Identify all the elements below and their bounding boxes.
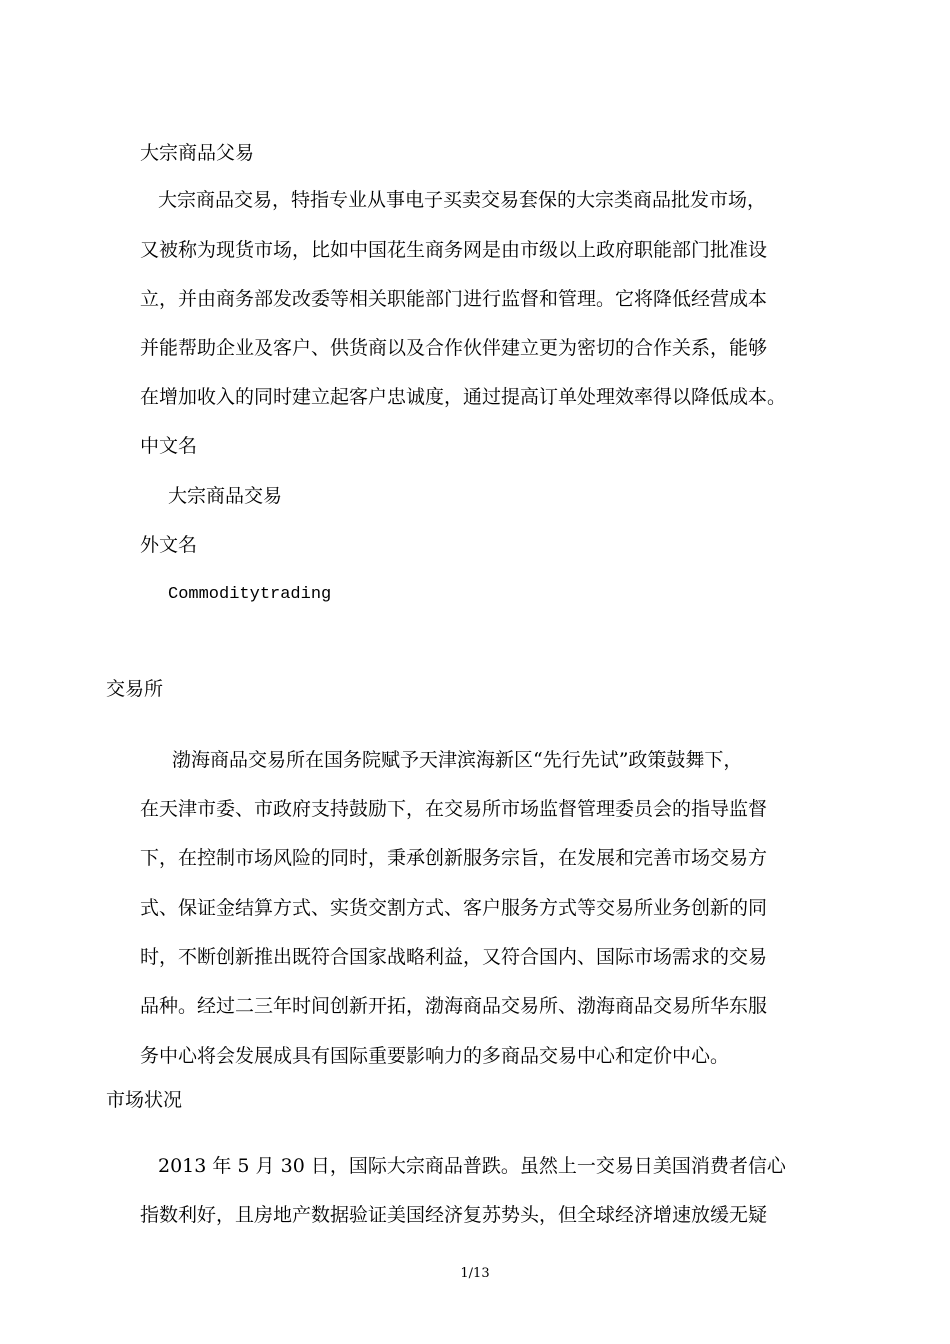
foreign-name-label: 外文名: [140, 534, 198, 556]
paragraph-line: 下，在控制市场风险的同时，秉承创新服务宗旨，在发展和完善市场交易方: [140, 847, 768, 869]
paragraph-line: 立，并由商务部发改委等相关职能部门进行监督和管理。它将降低经营成本: [140, 288, 768, 310]
page-number: 1/13: [460, 1266, 490, 1281]
paragraph-line: 在增加收入的同时建立起客户忠诚度，通过提高订单处理效率得以降低成本。: [140, 386, 787, 408]
paragraph-line: 在天津市委、市政府支持鼓励下，在交易所市场监督管理委员会的指导监督: [140, 798, 768, 820]
section-heading-exchange: 交易所: [106, 678, 164, 700]
paragraph-line: 式、保证金结算方式、实货交割方式、客户服务方式等交易所业务创新的同: [140, 897, 768, 919]
paragraph-line: 并能帮助企业及客户、供货商以及合作伙伴建立更为密切的合作关系，能够: [140, 337, 768, 359]
paragraph-line: 又被称为现货市场，比如中国花生商务网是由市级以上政府职能部门批准设: [140, 239, 768, 261]
document-title: 大宗商品父易: [140, 142, 255, 164]
paragraph-line: 2013 年 5 月 30 日，国际大宗商品普跌。虽然上一交易日美国消费者信心: [158, 1155, 786, 1177]
chinese-name-label: 中文名: [140, 435, 198, 457]
section-heading-market: 市场状况: [106, 1089, 183, 1111]
paragraph-line: 渤海商品交易所在国务院赋予天津滨海新区“先行先试”政策鼓舞下，: [172, 749, 743, 771]
chinese-name-value: 大宗商品交易: [168, 485, 283, 507]
paragraph-line: 指数利好，且房地产数据验证美国经济复苏势头，但全球经济增速放缓无疑: [140, 1204, 768, 1226]
paragraph-line: 务中心将会发展成具有国际重要影响力的多商品交易中心和定价中心。: [140, 1045, 730, 1067]
paragraph-line: 大宗商品交易，特指专业从事电子买卖交易套保的大宗类商品批发市场，: [158, 189, 767, 211]
paragraph-line: 品种。经过二三年时间创新开拓，渤海商品交易所、渤海商品交易所华东服: [140, 995, 768, 1017]
paragraph-line: 时，不断创新推出既符合国家战略利益，又符合国内、国际市场需求的交易: [140, 946, 768, 968]
foreign-name-value: Commoditytrading: [168, 585, 332, 604]
